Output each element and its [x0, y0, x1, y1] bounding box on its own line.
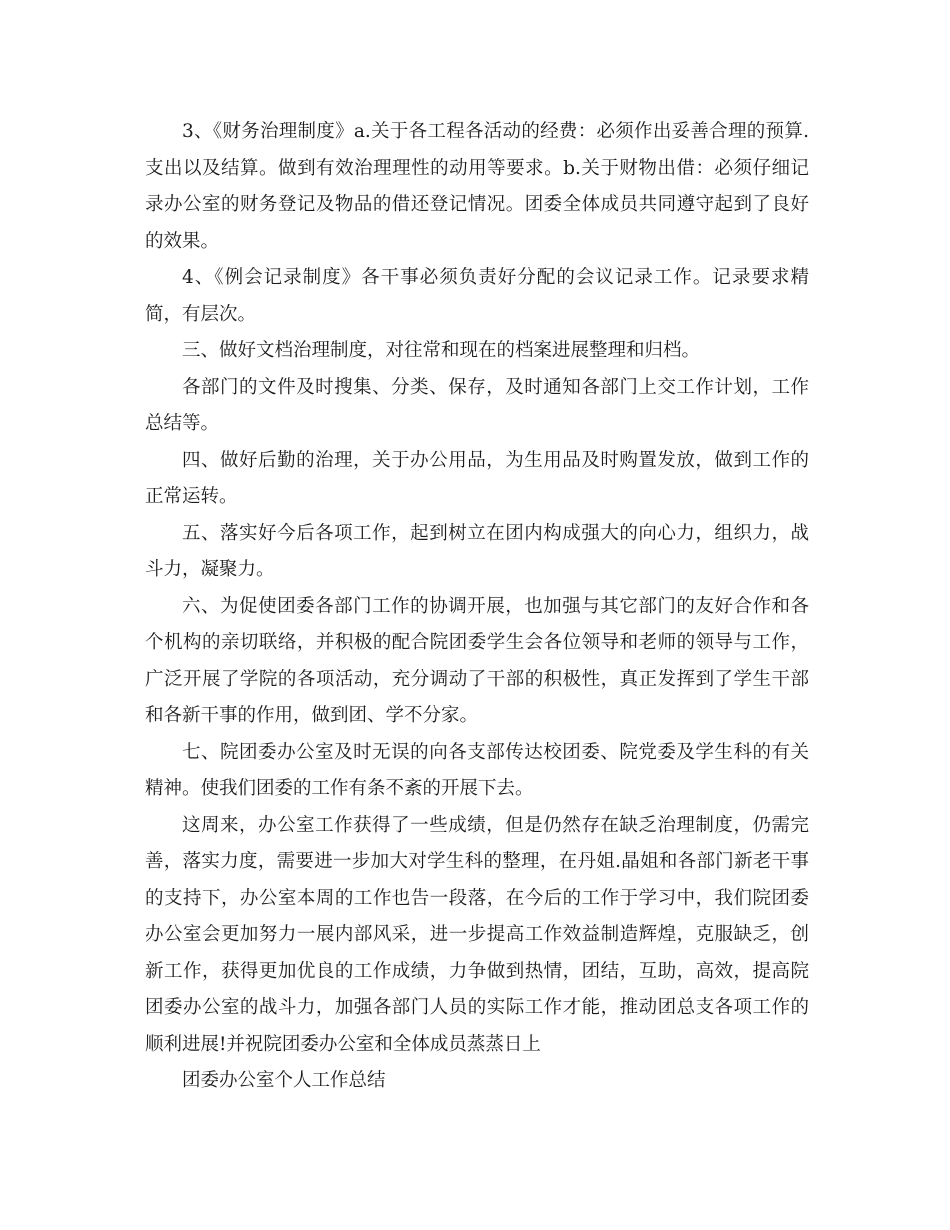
paragraph-logistics: 四、做好后勤的治理，关于办公用品，为生用品及时购置发放，做到工作的正常运转。 — [145, 449, 809, 507]
paragraph-archive-management: 三、做好文档治理制度，对往常和现在的档案进展整理和归档。 — [182, 340, 701, 361]
paragraph-finance-rules: 3、《财务治理制度》a.关于各工程各活动的经费：必须作出妥善合理的预算.支出以及结算。做到有效治理理性的动用等要求。b.关于财物出借：必须仔细记录办公室的财务登记及物品的借还登记情况。团委全体成员共同遵守起到了良好的效果。 — [145, 121, 809, 252]
paragraph-section-title: 团委办公室个人工作总结 — [182, 1070, 386, 1091]
document-body — [145, 114, 809, 1100]
paragraph-meeting-rules: 4、《例会记录制度》各干事必须负责好分配的会议记录工作。记录要求精简，有层次。 — [145, 267, 809, 325]
paragraph-future-work: 五、落实好今后各项工作，起到树立在团内构成强大的向心力，组织力，战斗力，凝聚力。 — [145, 522, 809, 580]
paragraph-file-collection: 各部门的文件及时搜集、分类、保存，及时通知各部门上交工作计划，工作总结等。 — [145, 376, 809, 434]
paragraph-communication: 七、院团委办公室及时无误的向各支部传达校团委、院党委及学生科的有关精神。使我们团委的工作有条不紊的开展下去。 — [145, 741, 809, 799]
paragraph-coordination: 六、为促使团委各部门工作的协调开展，也加强与其它部门的友好合作和各个机构的亲切联络，并积极的配合院团委学生会各位领导和老师的领导与工作，广泛开展了学院的各项活动，充分调动了干部的积极性，真正发挥到了学生干部和各新干事的作用，做到团、学不分家。 — [145, 595, 809, 726]
paragraph-summary: 这周来，办公室工作获得了一些成绩，但是仍然存在缺乏治理制度，仍需完善，落实力度，需要进一步加大对学生科的整理，在丹姐.晶姐和各部门新老干事的支持下，办公室本周的工作也告一段落，在今后的工作于学习中，我们院团委办公室会更加努力一展内部风采，进一步提高工作效益制造辉煌，克服缺乏，创新工作，获得更加优良的工作成绩，力争做到热情，团结，互助，高效，提高院团委办公室的战斗力，加强各部门人员的实际工作才能，推动团总支各项工作的顺利进展!并祝院团委办公室和全体成员蒸蒸日上 — [145, 814, 809, 1055]
